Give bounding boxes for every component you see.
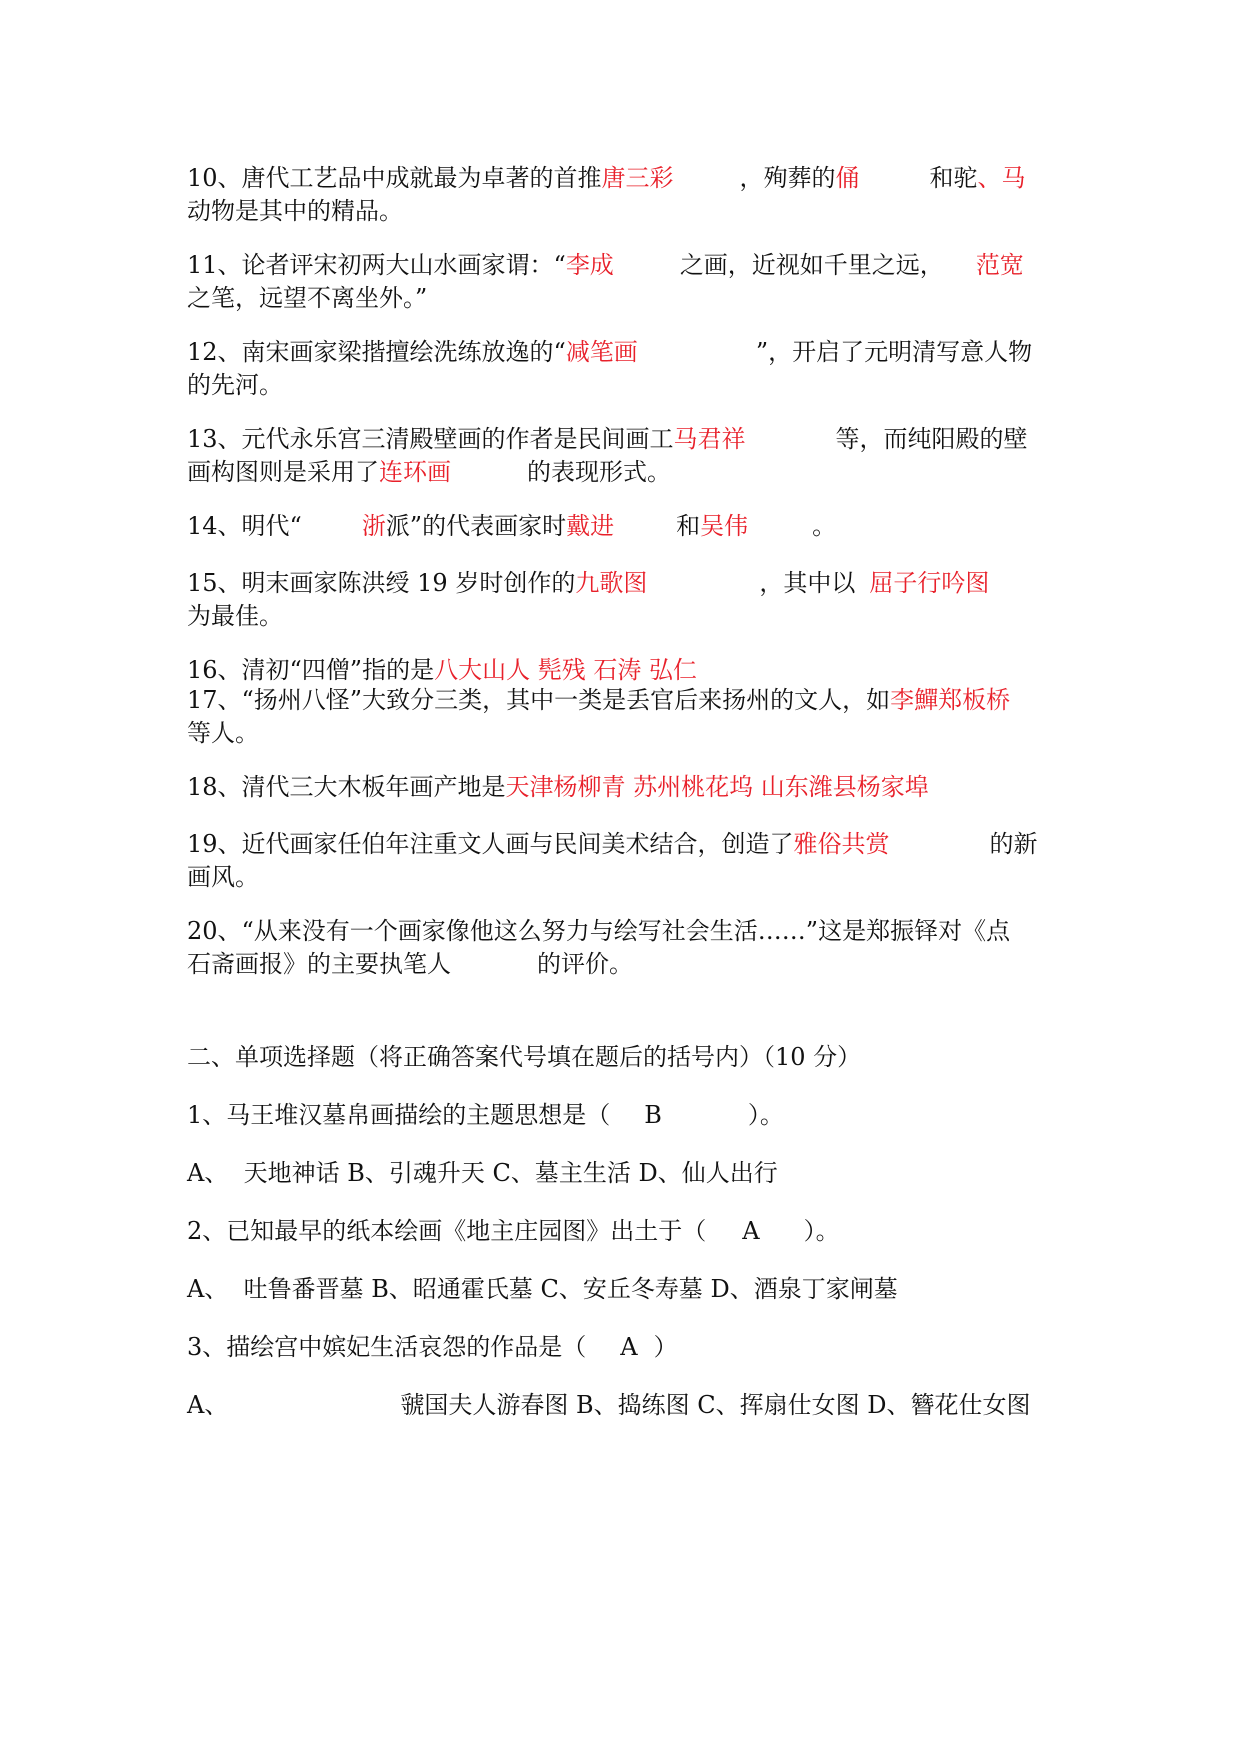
mc-question-2-options: A、 吐鲁番晋墓 B、昭通霍氏墓 C、安丘冬寿墓 D、酒泉丁家闸墓 [187, 1275, 898, 1303]
answer-text: 俑 [835, 164, 860, 192]
question-19-line-2: 画风。 [187, 863, 259, 891]
answer-text: 雅俗共赏 [793, 830, 890, 858]
answer-text: 范宽 [975, 251, 1024, 279]
question-15-line-2: 为最佳。 [187, 602, 283, 630]
question-10-line-2: 动物是其中的精品。 [187, 197, 403, 225]
mc-answer: A [742, 1217, 760, 1245]
answer-text: 李成 [565, 251, 614, 279]
question-15-line-1: 15、明末画家陈洪绶 19 岁时创作的九歌图 ，其中以 屈子行吟图 [187, 569, 990, 597]
mc-question-1-options: A、 天地神话 B、引魂升天 C、墓主生活 D、仙人出行 [187, 1159, 778, 1187]
section-2-heading: 二、单项选择题（将正确答案代号填在题后的括号内）（10 分） [187, 1043, 862, 1071]
answer-text: 、马 [977, 164, 1026, 192]
answer-text: 屈子行吟图 [869, 569, 990, 597]
answer-text: 减笔画 [565, 338, 638, 366]
answer-text: 浙 [361, 512, 386, 540]
answer-text: 戴进 [566, 512, 615, 540]
question-16-line-1: 16、清初“四僧”指的是八大山人 髡残 石涛 弘仁 [187, 656, 697, 684]
question-20-line-1: 20、“从来没有一个画家像他这么努力与绘写社会生活……”这是郑振铎对《点 [187, 917, 1011, 945]
question-17-line-2: 等人。 [187, 719, 259, 747]
answer-text: 八大山人 髡残 石涛 弘仁 [434, 656, 697, 684]
mc-question-1: 1、马王堆汉墓帛画描绘的主题思想是（ B ）。 [187, 1101, 784, 1129]
mc-question-3-options: A、 虢国夫人游春图 B、捣练图 C、挥扇仕女图 D、簪花仕女图 [187, 1391, 1031, 1419]
answer-text: 李鱓郑板桥 [890, 686, 1011, 714]
mc-question-2: 2、已知最早的纸本绘画《地主庄园图》出土于（ A ）。 [187, 1217, 840, 1245]
question-17-line-1: 17、“扬州八怪”大致分三类，其中一类是丢官后来扬州的文人，如李鱓郑板桥 [187, 686, 1011, 714]
answer-text: 连环画 [379, 458, 451, 486]
answer-text: 吴伟 [700, 512, 749, 540]
question-13-line-1: 13、元代永乐宫三清殿壁画的作者是民间画工马君祥 等，而纯阳殿的壁 [187, 425, 1028, 453]
question-11-line-2: 之笔，远望不离坐外。” [187, 284, 428, 312]
question-20-line-2: 石斋画报》的主要执笔人 的评价。 [187, 950, 633, 978]
mc-question-3: 3、描绘宫中嫔妃生活哀怨的作品是（ A ） [187, 1333, 678, 1361]
question-19-line-1: 19、近代画家任伯年注重文人画与民间美术结合，创造了雅俗共赏 的新 [187, 830, 1038, 858]
answer-text: 九歌图 [575, 569, 648, 597]
answer-text: 天津杨柳青 苏州桃花坞 山东潍县杨家埠 [505, 773, 929, 801]
mc-answer: B [644, 1101, 662, 1129]
question-13-line-2: 画构图则是采用了连环画 的表现形式。 [187, 458, 671, 486]
question-10-line-1: 10、唐代工艺品中成就最为卓著的首推唐三彩 ，殉葬的俑 和驼、马 [187, 164, 1026, 192]
question-12-line-2: 的先河。 [187, 371, 283, 399]
question-14-line-1: 14、明代“ 浙派”的代表画家时戴进 和吴伟 。 [187, 512, 837, 540]
answer-text: 唐三彩 [601, 164, 674, 192]
question-11-line-1: 11、论者评宋初两大山水画家谓：“李成 之画，近视如千里之远， 范宽 [187, 251, 1024, 279]
answer-text: 马君祥 [673, 425, 746, 453]
mc-answer: A [620, 1333, 638, 1361]
question-12-line-1: 12、南宋画家梁揩擅绘洗练放逸的“减笔画 ”，开启了元明清写意人物 [187, 338, 1033, 366]
question-18-line-1: 18、清代三大木板年画产地是天津杨柳青 苏州桃花坞 山东潍县杨家埠 [187, 773, 929, 801]
